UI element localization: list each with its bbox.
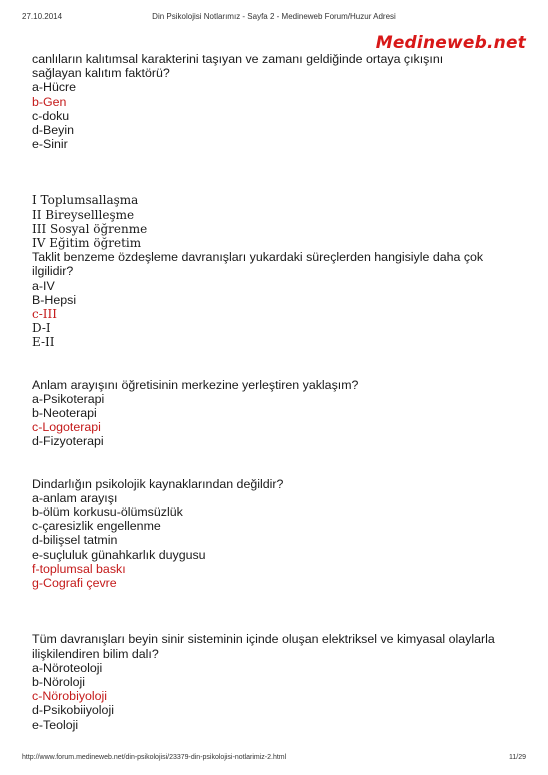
question-5 xyxy=(32,632,522,731)
option-4f-answer: f-toplumsal baskı xyxy=(32,561,126,576)
option-2c-answer: c-III xyxy=(32,307,57,322)
option-5d: d-Psikobiiyoloji xyxy=(32,703,114,718)
option-4a: a-anlam arayışı xyxy=(32,490,118,505)
footer-page-number: 11/29 xyxy=(509,754,526,761)
option-4c: c-çaresizlik engellenme xyxy=(32,519,161,534)
option-2e: E-II xyxy=(32,335,55,350)
header-date: 27.10.2014 xyxy=(22,12,63,21)
option-4e: e-suçluluk günahkarlık duygusu xyxy=(32,547,206,562)
option-1c: c-doku xyxy=(32,108,70,123)
option-3b: b-Neoterapi xyxy=(32,406,97,421)
question-2-item-1: I Toplumsallaşma xyxy=(32,193,139,208)
question-5-text: Tüm davranışları beyin sinir sisteminin içinde oluşan elektriksel ve kimyasal olaylarla ilişkilendiren bilim dalı? xyxy=(32,632,495,661)
site-logo: Medineweb.net xyxy=(375,33,526,53)
question-3-text: Anlam arayışını öğretisinin merkezine yerleştiren yaklaşım? xyxy=(32,377,359,392)
question-3 xyxy=(32,378,522,449)
question-4-text: Dindarlığın psikolojik kaynaklarından değildir? xyxy=(32,476,284,491)
option-2d: D-I xyxy=(32,321,51,336)
option-3c-answer: c-Logoterapi xyxy=(32,420,101,435)
option-5b: b-Nöroloji xyxy=(32,674,86,689)
option-3d: d-Fizyoterapi xyxy=(32,434,104,449)
question-2-text: Taklit benzeme özdeşleme davranışları yukardaki süreçlerden hangisiyle daha çok ilgilidir? xyxy=(32,250,484,279)
question-2 xyxy=(32,193,522,349)
option-4d: d-bilişsel tatmin xyxy=(32,533,118,548)
question-2-item-2: II Bireysellleşme xyxy=(32,207,135,222)
option-4g-answer: g-Cografi çevre xyxy=(32,576,117,591)
option-5a: a-Nöroteoloji xyxy=(32,660,103,675)
option-5c-answer: c-Nörobiyoloji xyxy=(32,689,108,704)
option-4b: b-ölüm korkusu-ölümsüzlük xyxy=(32,505,183,520)
option-2b: B-Hepsi xyxy=(32,292,77,307)
option-1a: a-Hücre xyxy=(32,80,77,95)
footer-url: http://www.forum.medineweb.net/din-psikolojisi/23379-din-psikolojisi-notlarimiz-2.html xyxy=(22,754,287,761)
option-1b-answer: b-Gen xyxy=(32,94,67,109)
header-title: Din Psikolojisi Notlarımız - Sayfa 2 - Medineweb Forum/Huzur Adresi xyxy=(152,12,396,21)
document-body xyxy=(32,52,522,732)
question-2-item-4: IV Eğitim öğretim xyxy=(32,236,142,251)
option-3a: a-Psikoterapi xyxy=(32,391,105,406)
question-4 xyxy=(32,477,522,591)
option-1e: e-Sinir xyxy=(32,137,68,152)
option-1d: d-Beyin xyxy=(32,123,75,138)
question-1 xyxy=(32,52,482,151)
question-1-text: canlıların kalıtımsal karakterini taşıyan ve zamanı geldiğinde ortaya çıkışını sağlayan kalıtım faktörü? xyxy=(32,52,444,81)
question-2-item-3: III Sosyal öğrenme xyxy=(32,221,148,236)
option-5e: e-Teoloji xyxy=(32,717,79,732)
option-2a: a-IV xyxy=(32,278,55,293)
